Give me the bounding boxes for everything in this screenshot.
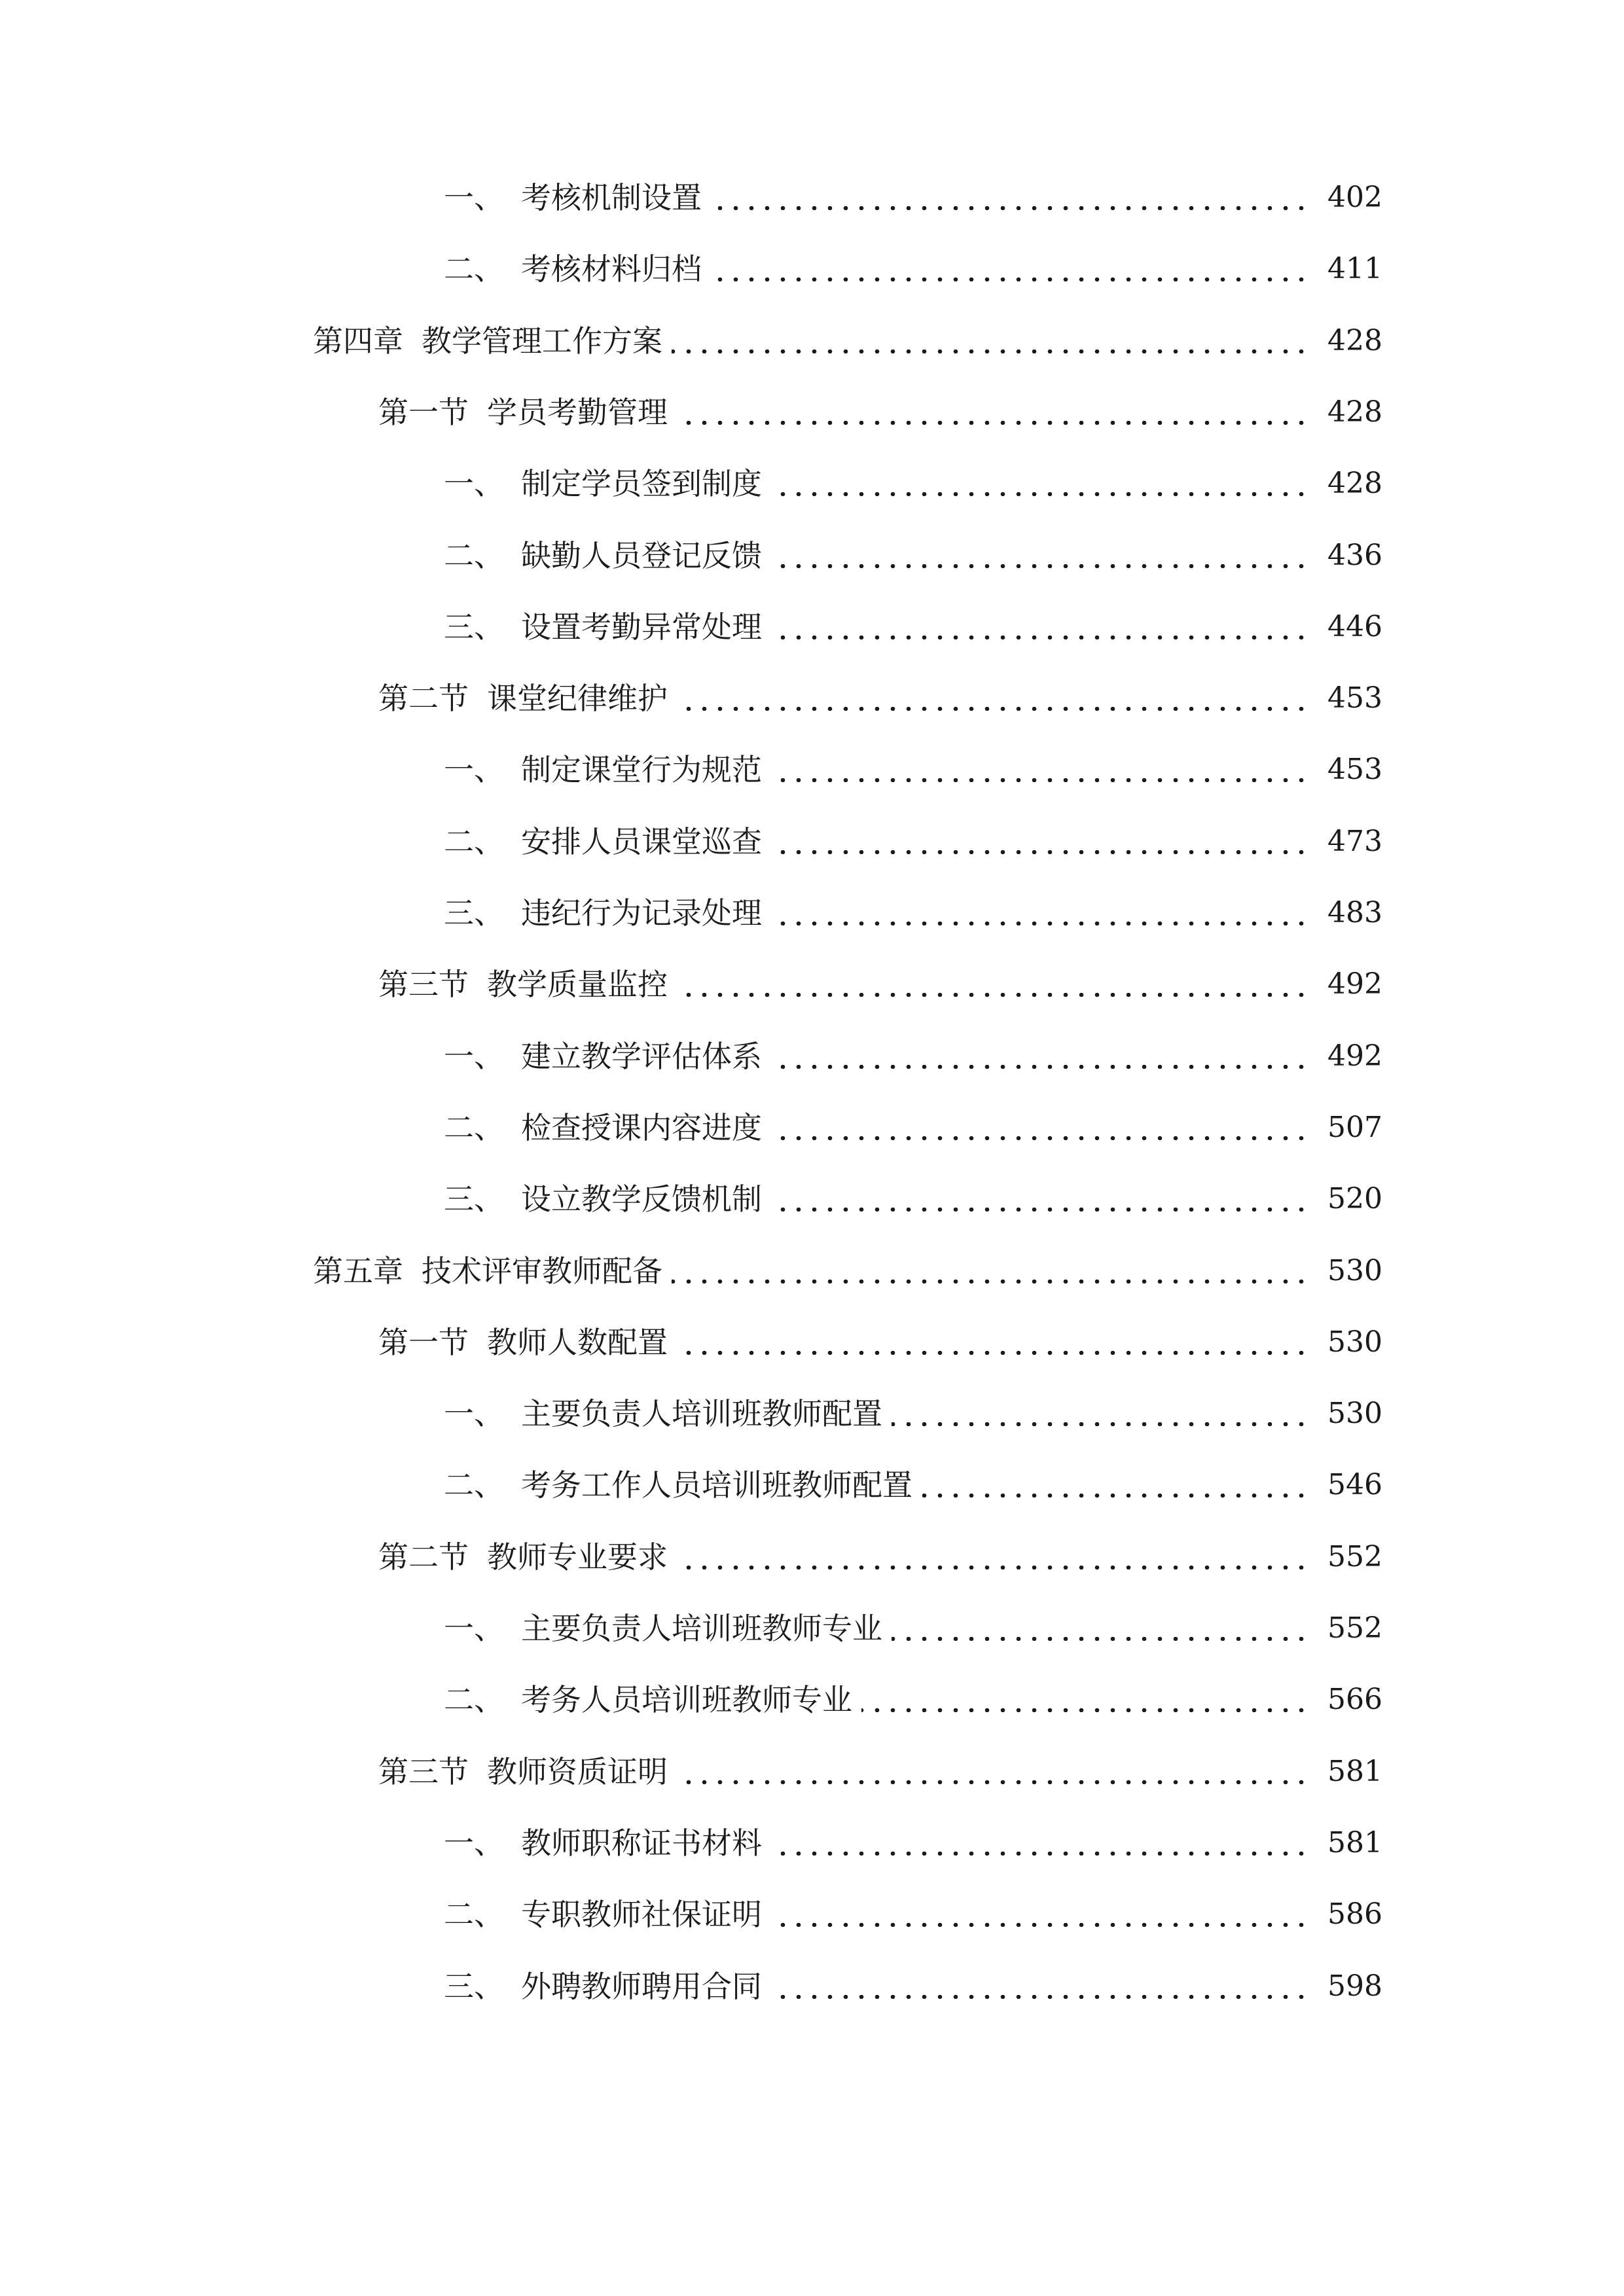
toc-entry-title	[313, 1253, 662, 1289]
toc-entry-title	[378, 1753, 668, 1789]
toc-leader-dots	[672, 1280, 1309, 1283]
toc-entry-title	[444, 180, 702, 215]
toc-entry-number: 一、	[444, 466, 504, 502]
toc-entry-number: 二、	[444, 537, 504, 573]
toc-entry-title	[444, 251, 702, 287]
toc-entry-number: 第一节	[378, 1324, 469, 1360]
toc-leader-dots	[771, 636, 1309, 639]
toc-entry-item[interactable]	[0, 526, 1624, 585]
toc-entry-section[interactable]	[0, 383, 1624, 442]
toc-entry-chapter[interactable]	[0, 312, 1624, 370]
toc-entry-title	[444, 1897, 762, 1933]
toc-entry-title	[444, 752, 762, 788]
toc-entry-text: 制定课堂行为规范	[521, 752, 762, 788]
toc-leader-dots	[771, 492, 1309, 496]
toc-entry-text: 制定学员签到制度	[521, 466, 762, 502]
toc-entry-number: 一、	[444, 752, 504, 788]
toc-entry-number: 三、	[444, 1968, 504, 2004]
toc-page-number: 530	[1327, 1325, 1382, 1359]
toc-entry-text: 外聘教师聘用合同	[521, 1968, 762, 2004]
toc-entry-title	[378, 967, 668, 1003]
toc-entry-item[interactable]	[0, 1027, 1624, 1086]
toc-leader-dots	[677, 1566, 1309, 1570]
toc-entry-title	[378, 681, 668, 717]
toc-entry-number: 二、	[444, 823, 504, 859]
toc-entry-title	[444, 1968, 762, 2004]
toc-entry-text: 教师资质证明	[487, 1753, 668, 1789]
toc-entry-section[interactable]	[0, 1742, 1624, 1801]
toc-entry-number: 三、	[444, 1181, 504, 1217]
toc-entry-number: 第三节	[378, 1753, 469, 1789]
toc-entry-chapter[interactable]	[0, 1242, 1624, 1300]
toc-entry-text: 专职教师社保证明	[521, 1897, 762, 1933]
toc-leader-dots	[771, 850, 1309, 854]
toc-entry-text: 考核机制设置	[521, 180, 702, 215]
toc-entry-number: 第一节	[378, 394, 469, 430]
toc-page-number: 492	[1327, 967, 1382, 1001]
toc-page-number: 530	[1327, 1397, 1382, 1431]
toc-entry-text: 教学质量监控	[487, 967, 668, 1003]
toc-page-number: 546	[1327, 1468, 1382, 1502]
toc-leader-dots	[711, 278, 1309, 281]
toc-leader-dots	[771, 922, 1309, 925]
toc-entry-text: 考务人员培训班教师专业	[521, 1682, 852, 1718]
toc-entry-number: 第二节	[378, 1539, 469, 1575]
toc-entry-item[interactable]	[0, 884, 1624, 942]
toc-entry-title	[444, 1682, 852, 1718]
toc-entry-number: 二、	[444, 251, 504, 287]
toc-entry-item[interactable]	[0, 1885, 1624, 1944]
toc-entry-text: 技术评审教师配备	[422, 1253, 662, 1289]
toc-page-number: 411	[1327, 252, 1382, 286]
toc-entry-text: 主要负责人培训班教师配置	[521, 1396, 882, 1432]
toc-page-number: 428	[1327, 395, 1382, 429]
toc-entry-number: 二、	[444, 1109, 504, 1145]
toc-entry-text: 设置考勤异常处理	[521, 609, 762, 645]
toc-entry-title	[444, 609, 762, 645]
toc-page-number: 552	[1327, 1539, 1382, 1573]
toc-page-number: 428	[1327, 467, 1382, 501]
toc-leader-dots	[771, 1852, 1309, 1856]
toc-leader-dots	[771, 1923, 1309, 1927]
toc-page-number: 598	[1327, 1969, 1382, 2003]
toc-leader-dots	[677, 1780, 1309, 1784]
toc-page-number: 436	[1327, 538, 1382, 572]
toc-leader-dots	[677, 421, 1309, 425]
toc-entry-number: 三、	[444, 609, 504, 645]
toc-entry-number: 第五章	[313, 1253, 403, 1289]
toc-entry-text: 设立教学反馈机制	[521, 1181, 762, 1217]
toc-entry-title	[313, 323, 662, 359]
toc-entry-title	[444, 537, 762, 573]
toc-entry-title	[378, 1539, 668, 1575]
toc-page-number: 581	[1327, 1825, 1382, 1859]
toc-page-number: 473	[1327, 824, 1382, 858]
toc-entry-text: 检查授课内容进度	[521, 1109, 762, 1145]
toc-leader-dots	[677, 1351, 1309, 1355]
toc-leader-dots	[771, 1136, 1309, 1140]
toc-entry-section[interactable]	[0, 955, 1624, 1014]
toc-page-number: 453	[1327, 681, 1382, 715]
toc-page-number: 530	[1327, 1253, 1382, 1287]
toc-entry-item[interactable]	[0, 1456, 1624, 1515]
toc-entry-title	[378, 1324, 668, 1360]
toc-entry-title	[444, 1611, 882, 1646]
toc-entry-item[interactable]	[0, 168, 1624, 227]
toc-entry-number: 二、	[444, 1897, 504, 1933]
toc-entry-section[interactable]	[0, 1313, 1624, 1372]
toc-entry-item[interactable]	[0, 1670, 1624, 1729]
toc-page-number: 453	[1327, 753, 1382, 787]
toc-entry-number: 一、	[444, 1038, 504, 1074]
toc-page-number: 552	[1327, 1611, 1382, 1645]
toc-entry-title	[444, 466, 762, 502]
toc-leader-dots	[771, 564, 1309, 568]
toc-leader-dots	[677, 707, 1309, 711]
toc-page-number: 520	[1327, 1182, 1382, 1216]
toc-entry-title	[444, 1181, 762, 1217]
toc-leader-dots	[771, 778, 1309, 782]
toc-entry-title	[444, 1396, 882, 1432]
toc-entry-text: 建立教学评估体系	[521, 1038, 762, 1074]
toc-entry-text: 考务工作人员培训班教师配置	[521, 1467, 912, 1503]
toc-entry-text: 教师专业要求	[487, 1539, 668, 1575]
toc-entry-item[interactable]	[0, 740, 1624, 799]
toc-leader-dots	[771, 1208, 1309, 1211]
toc-entry-text: 主要负责人培训班教师专业	[521, 1611, 882, 1646]
toc-leader-dots	[677, 993, 1309, 997]
toc-page-number: 492	[1327, 1039, 1382, 1073]
toc-entry-item[interactable]	[0, 1384, 1624, 1443]
toc-entry-number: 一、	[444, 1825, 504, 1861]
toc-entry-title	[444, 895, 762, 931]
toc-leader-dots	[771, 1065, 1309, 1069]
toc-entry-text: 教学管理工作方案	[422, 323, 662, 359]
toc-page-number: 586	[1327, 1897, 1382, 1931]
toc-entry-title	[444, 1038, 762, 1074]
toc-entry-section[interactable]	[0, 1528, 1624, 1587]
toc-entry-text: 教师职称证书材料	[521, 1825, 762, 1861]
toc-entry-number: 第四章	[313, 323, 403, 359]
toc-entry-item[interactable]	[0, 1098, 1624, 1157]
toc-entry-number: 第三节	[378, 967, 469, 1003]
toc-entry-item[interactable]	[0, 598, 1624, 656]
toc-leader-dots	[922, 1494, 1309, 1498]
toc-entry-item[interactable]	[0, 1170, 1624, 1229]
toc-leader-dots	[861, 1708, 1309, 1712]
toc-page-number: 428	[1327, 323, 1382, 357]
toc-entry-item[interactable]	[0, 1957, 1624, 2016]
toc-entry-number: 一、	[444, 180, 504, 215]
toc-entry-item[interactable]	[0, 812, 1624, 871]
toc-leader-dots	[771, 1995, 1309, 1999]
toc-page-number: 483	[1327, 896, 1382, 929]
toc-entry-item[interactable]	[0, 1599, 1624, 1658]
toc-entry-item[interactable]	[0, 240, 1624, 298]
toc-entry-item[interactable]	[0, 454, 1624, 513]
toc-entry-number: 二、	[444, 1467, 504, 1503]
toc-entry-title	[444, 1109, 762, 1145]
toc-entry-text: 违纪行为记录处理	[521, 895, 762, 931]
toc-entry-text: 缺勤人员登记反馈	[521, 537, 762, 573]
toc-entry-text: 安排人员课堂巡查	[521, 823, 762, 859]
toc-entry-title	[444, 1825, 762, 1861]
toc-entry-item[interactable]	[0, 1814, 1624, 1873]
toc-page-number: 507	[1327, 1110, 1382, 1144]
toc-entry-text: 考核材料归档	[521, 251, 702, 287]
toc-leader-dots	[892, 1637, 1309, 1641]
toc-entry-number: 一、	[444, 1611, 504, 1646]
toc-entry-number: 第二节	[378, 681, 469, 717]
toc-entry-number: 三、	[444, 895, 504, 931]
toc-entry-title	[444, 1467, 912, 1503]
toc-entry-text: 学员考勤管理	[487, 394, 668, 430]
toc-entry-title	[444, 823, 762, 859]
toc-page-number: 566	[1327, 1683, 1382, 1717]
toc-entry-title	[378, 394, 668, 430]
toc-leader-dots	[892, 1422, 1309, 1426]
toc-page-number: 446	[1327, 609, 1382, 643]
toc-entry-text: 课堂纪律维护	[487, 681, 668, 717]
toc-page-number: 402	[1327, 181, 1382, 214]
toc-entry-section[interactable]	[0, 669, 1624, 728]
toc-leader-dots	[711, 206, 1309, 210]
toc-page-number: 581	[1327, 1754, 1382, 1788]
toc-entry-text: 教师人数配置	[487, 1324, 668, 1360]
toc-entry-number: 二、	[444, 1682, 504, 1718]
toc-entry-number: 一、	[444, 1396, 504, 1432]
toc-leader-dots	[672, 350, 1309, 353]
